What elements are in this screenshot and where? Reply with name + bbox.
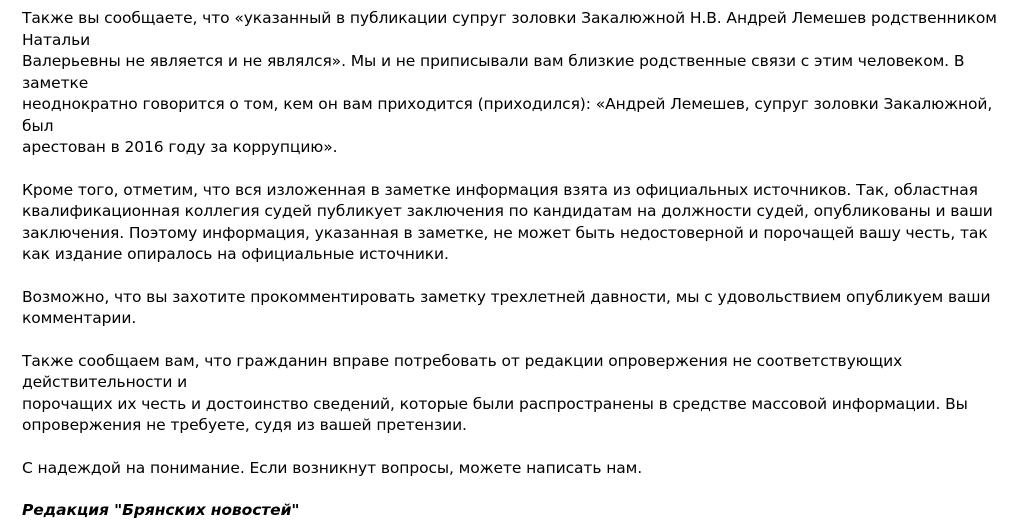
paragraph-official-sources: Кроме того, отметим, что вся изложенная в заметке информация взята из официальных источников. Так, областная квалификационная коллегия судей публикует заключения по кандидатам на должности судей, опубликованы и ваши заключения. Поэтому информация, указанная в заметке, не может быть недостоверной и порочащей вашу честь, так как издание опиралось на официальные источники.	[22, 180, 993, 263]
paragraph-relative-claim: Также вы сообщаете, что «указанный в публикации супруг золовки Закалюжной Н.В. Андрей Лемешев родственником Натальи Валерьевны не является и не являлся». Мы и не приписывали вам близкие родственные связи с этим человеком. В заметке неоднократно говорится о том, кем он вам приходится (приходился): «Андрей Лемешев, супруг золовки Закалюжной, был арестован в 2016 году за коррупцию».	[22, 9, 997, 156]
editorial-signature: Редакция "Брянских новостей"	[22, 501, 300, 519]
paragraph-comment-offer: Возможно, что вы захотите прокомментировать заметку трехлетней давности, мы с удовольствием опубликуем ваши комментарии.	[22, 287, 991, 327]
paragraph-closing: С надеждой на понимание. Если возникнут вопросы, можете написать нам.	[22, 458, 643, 477]
paragraph-refutation-right: Также сообщаем вам, что гражданин вправе потребовать от редакции опровержения не соответствующих действительности и порочащих их честь и достоинство сведений, которые были распространены в средстве массовой информации. Вы опровержения не требуете, судя из вашей претензии.	[22, 351, 968, 434]
